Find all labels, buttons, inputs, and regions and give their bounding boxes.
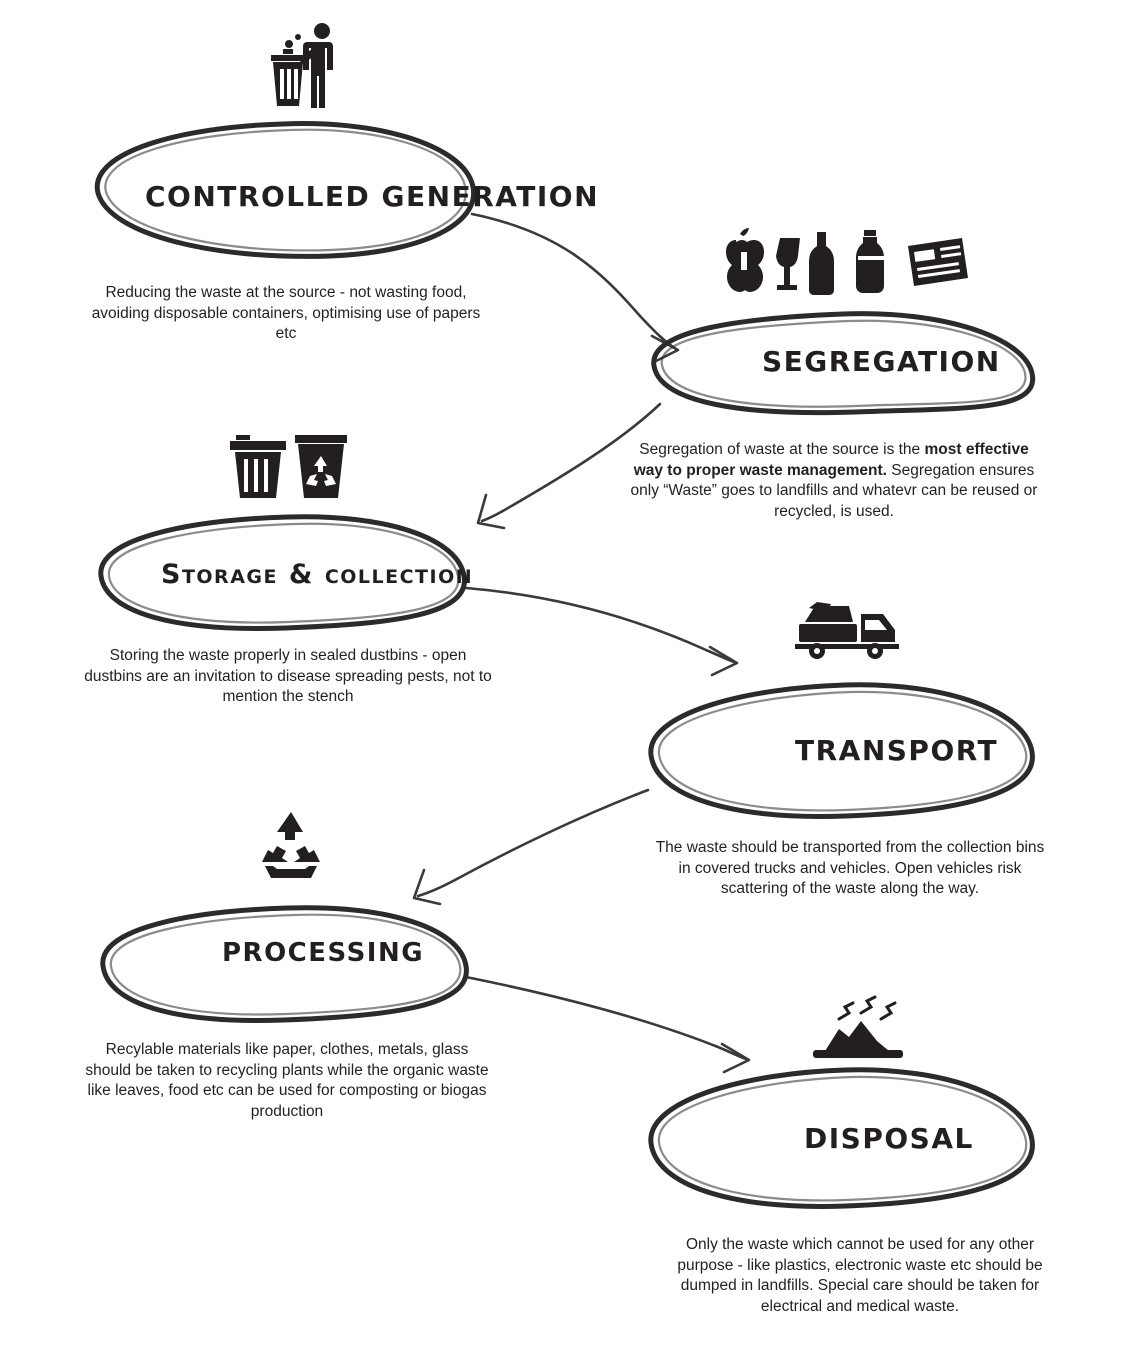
caption-controlled-generation: Reducing the waste at the source - not wasting food, avoiding disposable containers, optimising use of papers etc bbox=[91, 284, 481, 343]
burning-landfill-icon bbox=[805, 995, 910, 1063]
node-label-segregation[interactable]: SEGREGATION bbox=[762, 345, 1001, 378]
caption-segregation-part-1: Segregation of waste at the source is the bbox=[639, 441, 925, 458]
caption-processing: Recylable materials like paper, clothes, metals, glass should be taken to recycling plants while the organic waste like leaves, food etc can be used for composting or biogas production bbox=[85, 1041, 489, 1120]
garbage-truck-icon bbox=[795, 600, 905, 660]
caption-disposal: Only the waste which cannot be used for any other purpose - like plastics, electronic waste etc should be dumped in landfills. Special care should be taken for electrical and medical waste. bbox=[677, 1236, 1043, 1315]
waste-types-icon bbox=[718, 228, 968, 296]
recycling-symbol-icon bbox=[255, 810, 327, 882]
node-label-storage-collection[interactable]: Storage & collection bbox=[161, 559, 474, 590]
person-throwing-trash-icon bbox=[265, 22, 345, 110]
node-label-disposal[interactable]: DISPOSAL bbox=[804, 1122, 974, 1155]
caption-transport: The waste should be transported from the collection bins in covered trucks and vehicles. Open vehicles risk scattering of the waste along the way. bbox=[655, 839, 1045, 898]
node-label-controlled-generation[interactable]: CONTROLLED GENERATION bbox=[145, 180, 600, 213]
node-label-transport[interactable]: TRANSPORT bbox=[795, 734, 999, 767]
dustbin-recycle-bin-icon bbox=[228, 430, 348, 500]
caption-segregation bbox=[630, 440, 1038, 522]
caption-segregation-bold: most effective way to proper waste management. bbox=[633, 441, 1029, 479]
caption-storage-collection: Storing the waste properly in sealed dustbins - open dustbins are an invitation to disease spreading pests, not to mention the stench bbox=[84, 647, 492, 706]
node-label-processing[interactable]: PROCESSING bbox=[222, 938, 425, 968]
caption-segregation-part-3: Segregation ensures only “Waste” goes to landfills and whatevr can be reused or recycled, is used. bbox=[630, 461, 1038, 520]
